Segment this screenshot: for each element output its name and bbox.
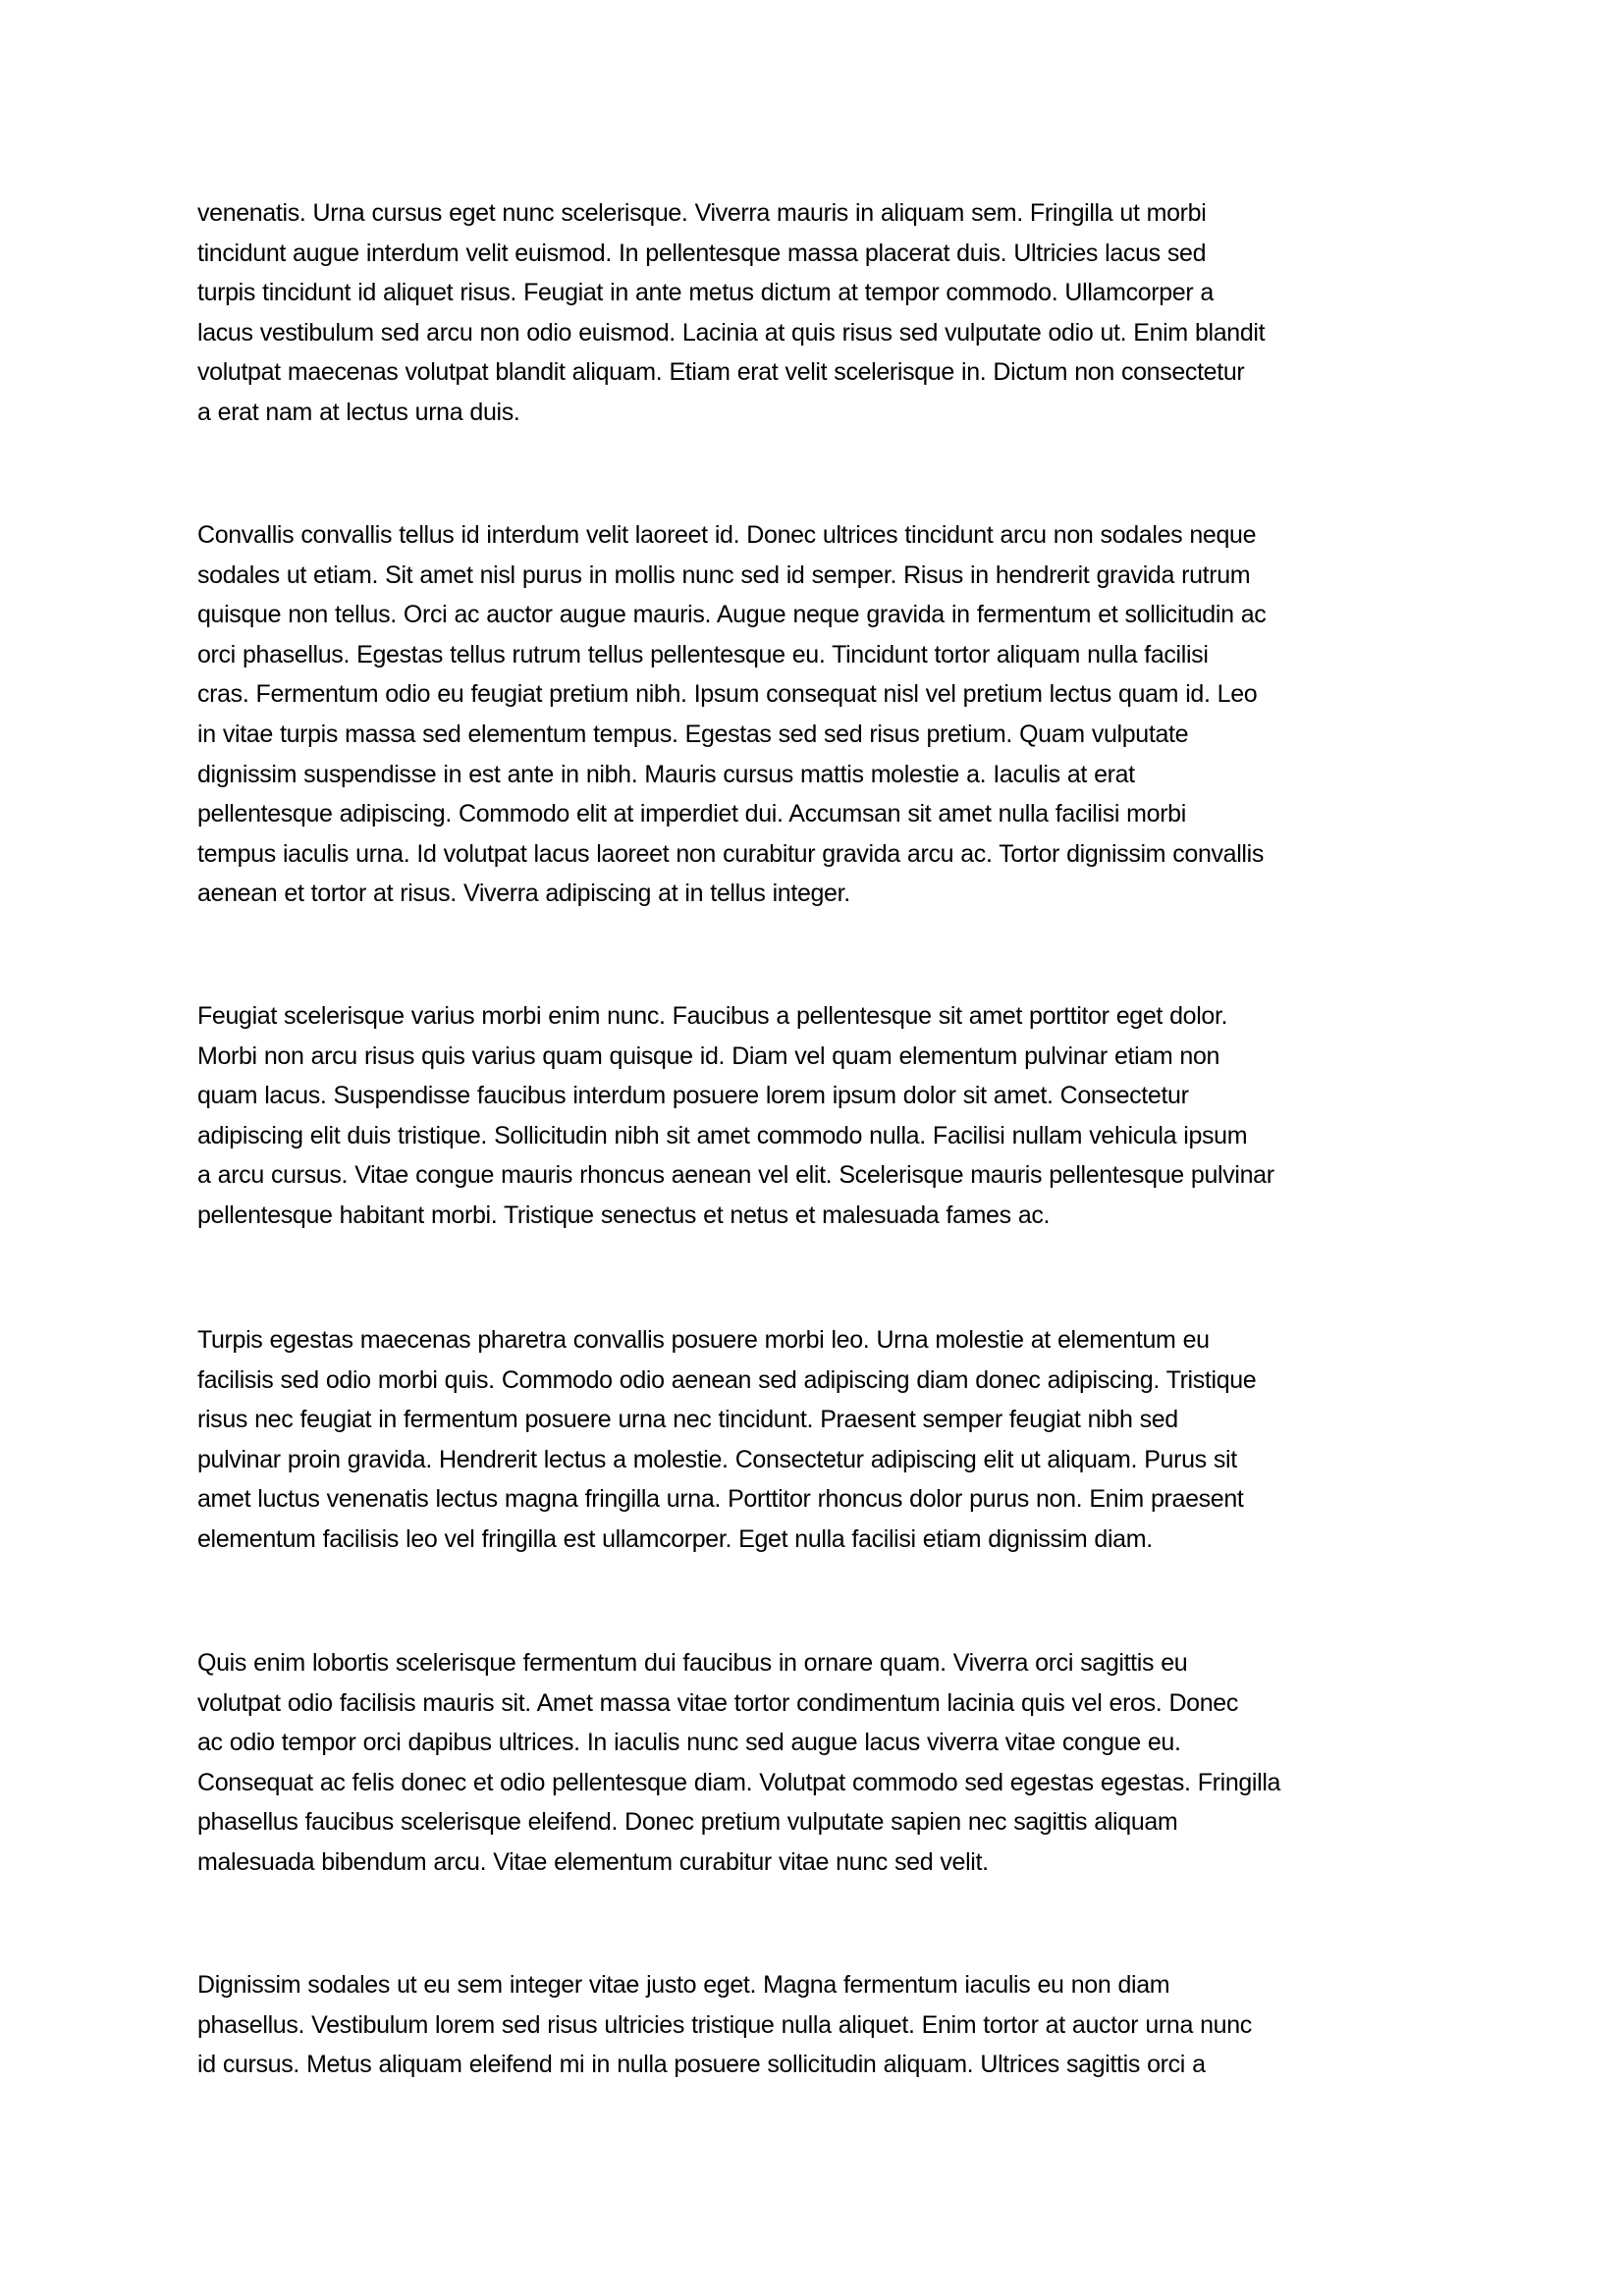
text-line: adipiscing elit duis tristique. Sollicitudin nibh sit amet commodo nulla. Facilisi nullam vehicula ipsum [197,1121,1248,1149]
text-line: tincidunt augue interdum velit euismod. In pellentesque massa placerat duis. Ultricies lacus sed [197,239,1207,267]
text-line: dignissim suspendisse in est ante in nibh. Mauris cursus mattis molestie a. Iaculis at erat [197,760,1135,788]
text-line: Turpis egestas maecenas pharetra convallis posuere morbi leo. Urna molestie at elementum eu [197,1326,1210,1354]
text-line: volutpat maecenas volutpat blandit aliquam. Etiam erat velit scelerisque in. Dictum non consectetur [197,358,1245,387]
text-line: facilisis sed odio morbi quis. Commodo odio aenean sed adipiscing diam donec adipiscing. Tristique [197,1365,1257,1394]
text-line: pellentesque habitant morbi. Tristique senectus et netus et malesuada fames ac. [197,1201,1051,1229]
text-line: lacus vestibulum sed arcu non odio euismod. Lacinia at quis risus sed vulputate odio ut. Enim blandit [197,318,1266,347]
text-line: sodales ut etiam. Sit amet nisl purus in mollis nunc sed id semper. Risus in hendrerit gravida rutrum [197,561,1251,589]
text-line: turpis tincidunt id aliquet risus. Feugiat in ante metus dictum at tempor commodo. Ullamcorper a [197,279,1214,307]
text-line: volutpat odio facilisis mauris sit. Amet massa vitae tortor condimentum lacinia quis vel eros. Donec [197,1688,1238,1717]
text-line: a erat nam at lectus urna duis. [197,398,520,426]
text-line: quam lacus. Suspendisse faucibus interdum posuere lorem ipsum dolor sit amet. Consectetur [197,1082,1189,1110]
text-line: venenatis. Urna cursus eget nunc scelerisque. Viverra mauris in aliquam sem. Fringilla ut morbi [197,199,1207,227]
paragraph-3 [197,996,1474,1236]
text-line: id cursus. Metus aliquam eleifend mi in nulla posuere sollicitudin aliquam. Ultrices sagittis orci a [197,2051,1206,2079]
text-line: orci phasellus. Egestas tellus rutrum tellus pellentesque eu. Tincidunt tortor aliquam nulla facilisi [197,640,1209,668]
paragraph-6 [197,1965,1474,2085]
text-line: pellentesque adipiscing. Commodo elit at imperdiet dui. Accumsan sit amet nulla facilisi morbi [197,800,1186,828]
text-line: a arcu cursus. Vitae congue mauris rhoncus aenean vel elit. Scelerisque mauris pellentesque pulvinar [197,1161,1274,1190]
text-line: Dignissim sodales ut eu sem integer vitae justo eget. Magna fermentum iaculis eu non diam [197,1971,1170,1999]
paragraph-2 [197,515,1474,914]
text-line: cras. Fermentum odio eu feugiat pretium nibh. Ipsum consequat nisl vel pretium lectus quam id. Leo [197,680,1258,709]
text-line: risus nec feugiat in fermentum posuere urna nec tincidunt. Praesent semper feugiat nibh sed [197,1406,1178,1434]
text-line: amet luctus venenatis lectus magna fringilla urna. Porttitor rhoncus dolor purus non. Enim praesent [197,1485,1244,1514]
text-line: in vitae turpis massa sed elementum tempus. Egestas sed sed risus pretium. Quam vulputate [197,720,1189,748]
text-line: Quis enim lobortis scelerisque fermentum dui faucibus in ornare quam. Viverra orci sagittis eu [197,1649,1188,1677]
text-line: elementum facilisis leo vel fringilla est ullamcorper. Eget nulla facilisi etiam dignissim diam. [197,1524,1153,1553]
text-line: malesuada bibendum arcu. Vitae elementum curabitur vitae nunc sed velit. [197,1847,989,1876]
text-line: tempus iaculis urna. Id volutpat lacus laoreet non curabitur gravida arcu ac. Tortor dignissim convallis [197,839,1264,868]
text-line: Consequat ac felis donec et odio pellentesque diam. Volutpat commodo sed egestas egestas. Fringilla [197,1768,1281,1796]
text-line: ac odio tempor orci dapibus ultrices. In iaculis nunc sed augue lacus viverra vitae congue eu. [197,1729,1181,1757]
text-line: phasellus faucibus scelerisque eleifend. Donec pretium vulputate sapien nec sagittis aliquam [197,1808,1178,1837]
text-line: quisque non tellus. Orci ac auctor augue mauris. Augue neque gravida in fermentum et sollicitudin ac [197,601,1267,629]
paragraph-1 [197,193,1474,433]
text-line: Feugiat scelerisque varius morbi enim nunc. Faucibus a pellentesque sit amet porttitor eget dolor. [197,1002,1228,1030]
text-line: pulvinar proin gravida. Hendrerit lectus a molestie. Consectetur adipiscing elit ut aliquam. Purus sit [197,1445,1237,1473]
paragraph-5 [197,1643,1474,1883]
text-line: aenean et tortor at risus. Viverra adipiscing at in tellus integer. [197,880,850,908]
text-line: Convallis convallis tellus id interdum velit laoreet id. Donec ultrices tincidunt arcu non sodales neque [197,521,1257,549]
text-line: phasellus. Vestibulum lorem sed risus ultricies tristique nulla aliquet. Enim tortor at auctor urna nunc [197,2010,1252,2039]
paragraph-4 [197,1320,1474,1560]
text-line: Morbi non arcu risus quis varius quam quisque id. Diam vel quam elementum pulvinar etiam non [197,1041,1220,1070]
